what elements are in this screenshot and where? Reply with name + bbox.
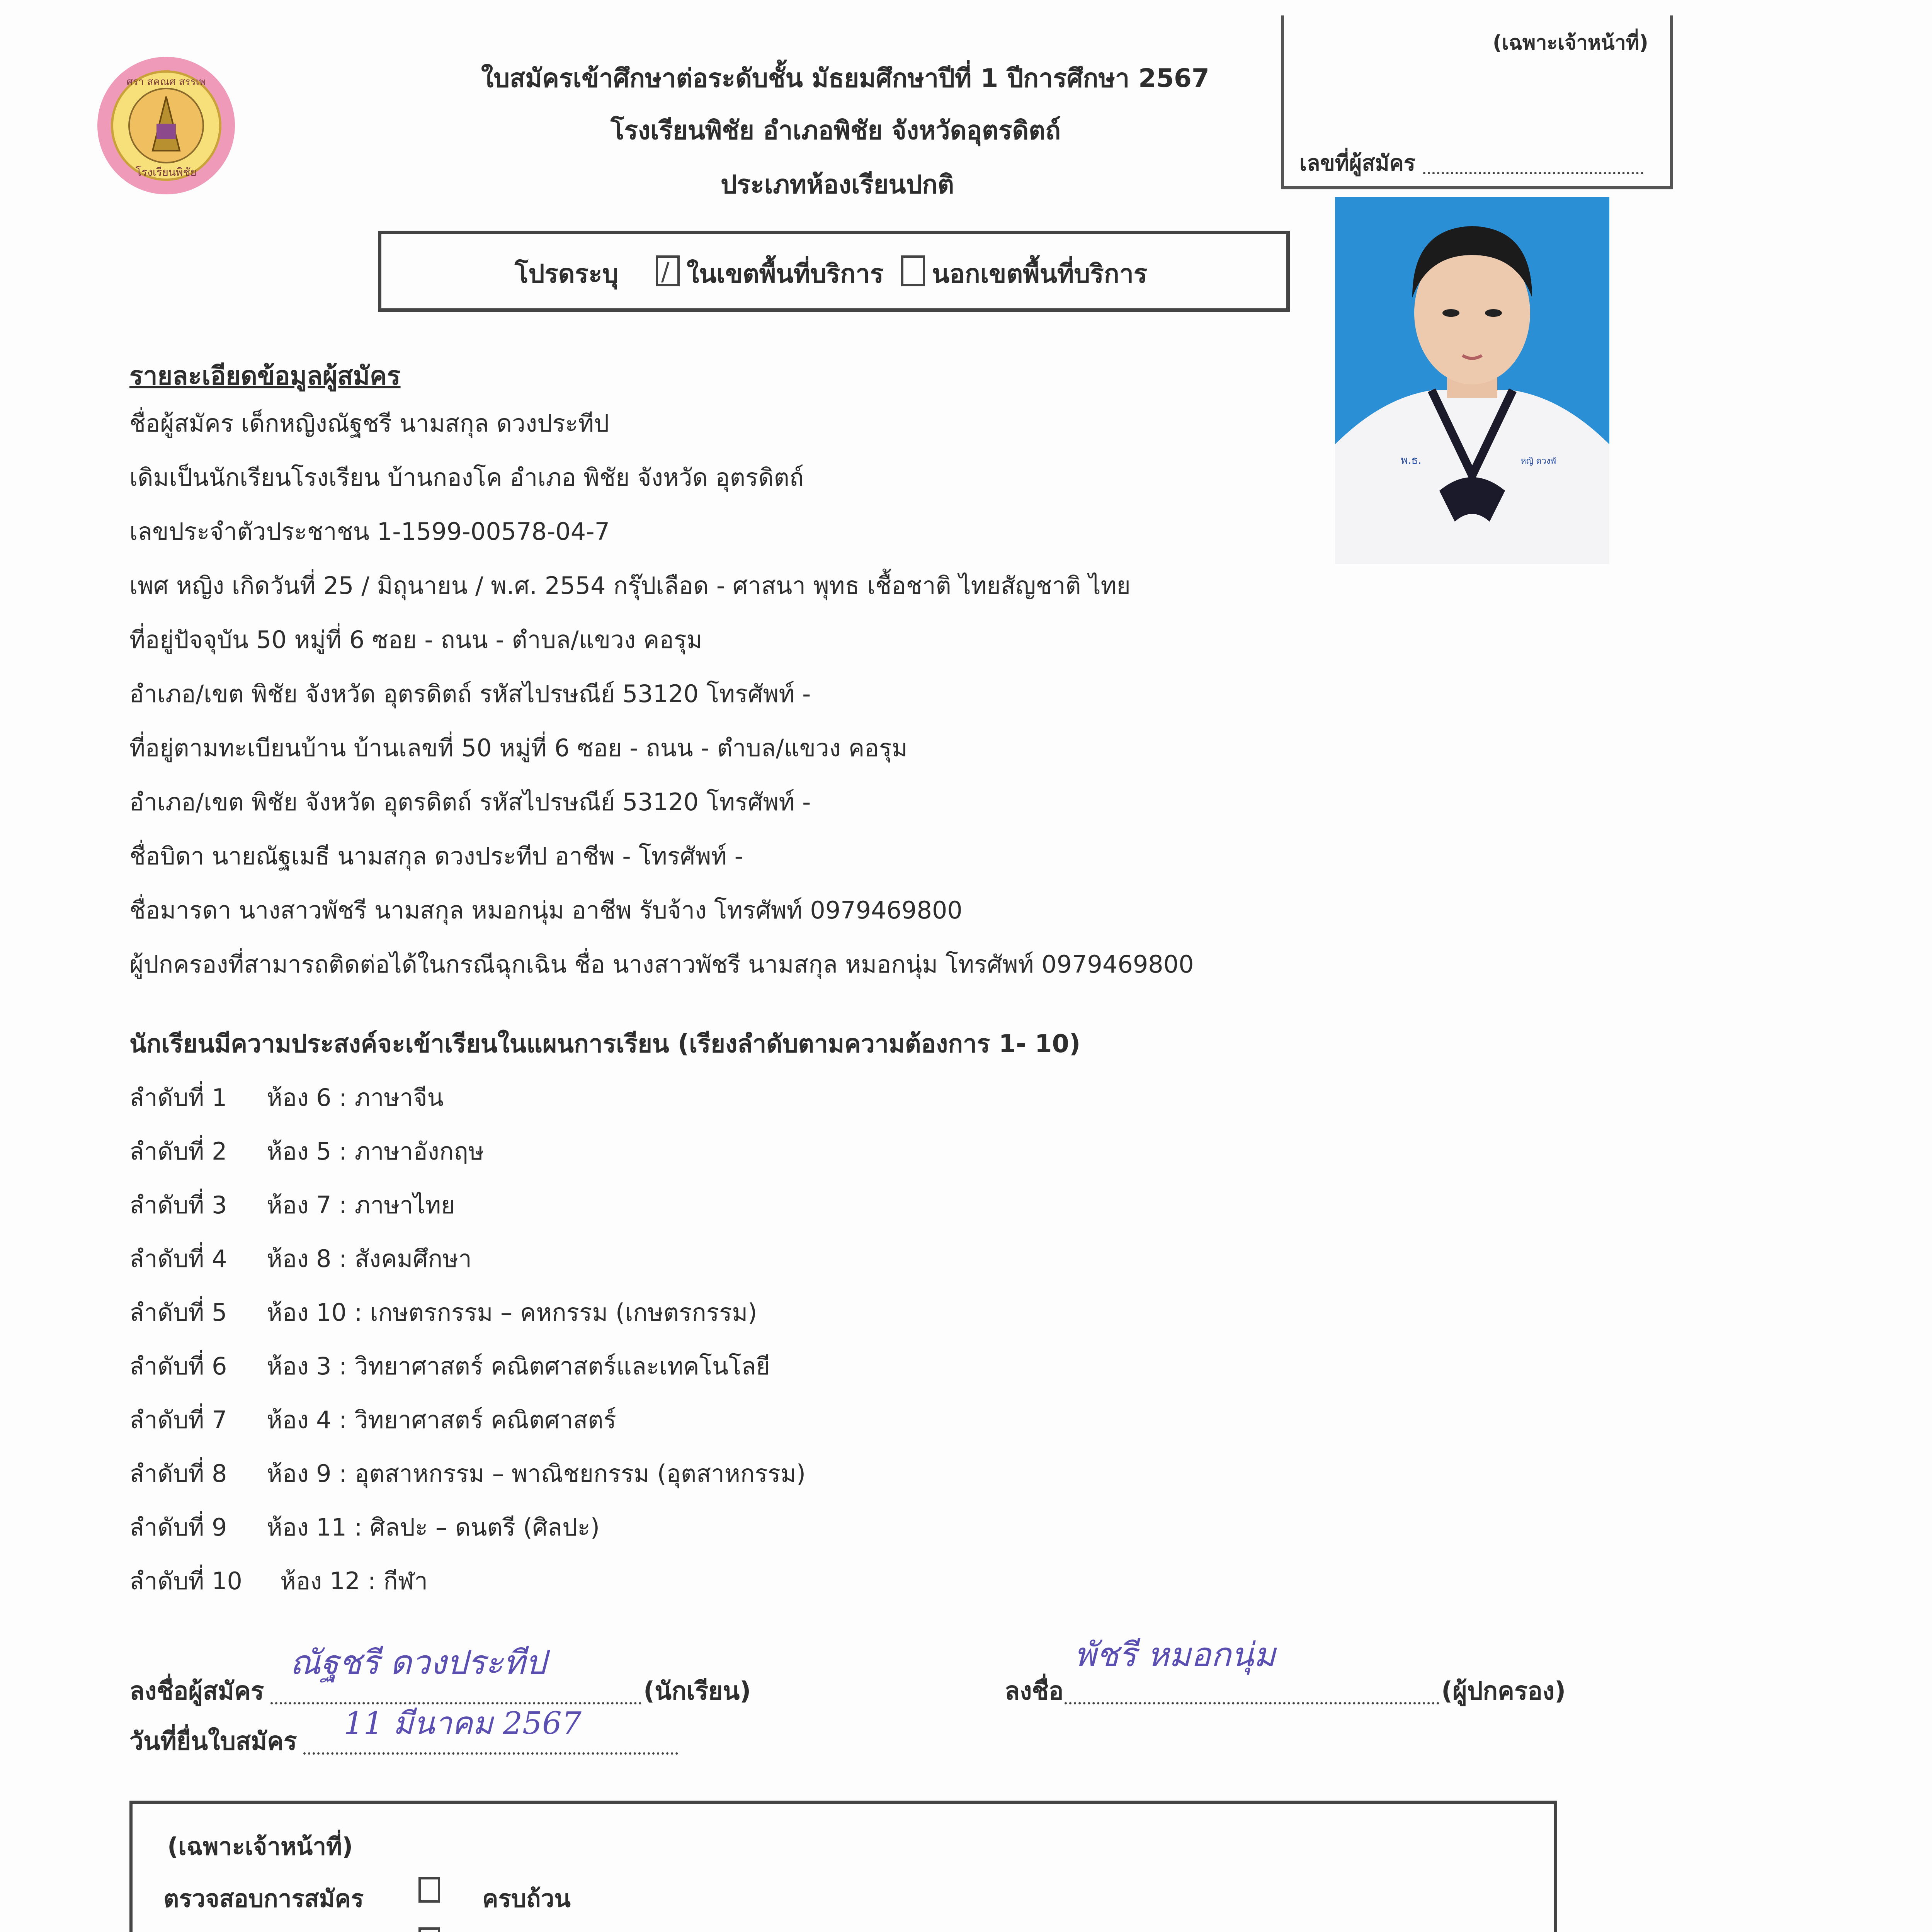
plan-room: ห้อง 8 : สังคมศึกษา bbox=[267, 1245, 472, 1273]
applicant-sign-suffix: (นักเรียน) bbox=[643, 1677, 751, 1706]
staff-box bbox=[129, 1801, 1557, 1932]
guardian-sign-line[interactable] bbox=[1065, 1702, 1439, 1704]
detail-line: ชื่อบิดา นายณัฐเมธี นามสกุล ดวงประทีป อาชีพ - โทรศัพท์ - bbox=[129, 842, 743, 870]
seal-bottom-text: โรงเรียนพิชัย bbox=[136, 166, 197, 179]
form-title-line3: ประเภทห้องเรียนปกติ bbox=[721, 170, 954, 199]
detail-line: ผู้ปกครองที่สามารถติดต่อได้ในกรณีฉุกเฉิน ชื่อ นางสาวพัชรี นามสกุล หมอกนุ่ม โทรศัพท์ 0979469800 bbox=[129, 950, 1194, 978]
detail-line: ชื่อมารดา นางสาวพัชรี นามสกุล หมอกนุ่ม อาชีพ รับจ้าง โทรศัพท์ 0979469800 bbox=[129, 896, 963, 924]
applicant-sign-label: ลงชื่อผู้สมัคร bbox=[129, 1677, 264, 1706]
out-area-checkbox[interactable] bbox=[901, 255, 925, 286]
plan-rank: ลำดับที่ 2 bbox=[129, 1137, 227, 1165]
detail-line: เดิมเป็นนักเรียนโรงเรียน บ้านกองโค อำเภอ พิชัย จังหวัด อุตรดิตถ์ bbox=[129, 463, 804, 492]
plan-rank: ลำดับที่ 6 bbox=[129, 1352, 227, 1380]
photo-badge-right: หญิ ดวงพั bbox=[1520, 456, 1556, 466]
plan-room: ห้อง 11 : ศิลปะ – ดนตรี (ศิลปะ) bbox=[267, 1513, 600, 1541]
photo-badge-left: พ.ธ. bbox=[1401, 454, 1422, 466]
plan-room: ห้อง 4 : วิทยาศาสตร์ คณิตศาสตร์ bbox=[267, 1406, 616, 1434]
complete-label: ครบถ้วน bbox=[482, 1884, 571, 1913]
plan-rank: ลำดับที่ 5 bbox=[129, 1298, 227, 1327]
plan-rank: ลำดับที่ 7 bbox=[129, 1406, 227, 1434]
detail-line: ที่อยู่ปัจจุบัน 50 หมู่ที่ 6 ซอย - ถนน - ตำบล/แขวง คอรุม bbox=[129, 626, 702, 654]
plan-rank: ลำดับที่ 9 bbox=[129, 1513, 227, 1541]
in-area-checkmark: / bbox=[661, 258, 670, 286]
plan-room: ห้อง 10 : เกษตรกรรม – คหกรรม (เกษตรกรรม) bbox=[267, 1298, 757, 1327]
plan-room: ห้อง 5 : ภาษาอังกฤษ bbox=[267, 1137, 484, 1165]
in-area-label: ในเขตพื้นที่บริการ bbox=[687, 259, 884, 289]
detail-line: เลขประจำตัวประชาชน 1-1599-00578-04-7 bbox=[129, 517, 610, 546]
staff-box-title: (เฉพาะเจ้าหน้าที่) bbox=[167, 1832, 353, 1861]
plan-rank: ลำดับที่ 1 bbox=[129, 1083, 227, 1112]
officer-box-title: (เฉพาะเจ้าหน้าที่) bbox=[1493, 31, 1648, 54]
form-title-line1: ใบสมัครเข้าศึกษาต่อระดับชั้น มัธยมศึกษาปีที่ 1 ปีการศึกษา 2567 bbox=[481, 63, 1209, 93]
applicant-photo bbox=[1335, 197, 1609, 564]
guardian-signature-handwriting: พัชรี หมอกนุ่ม bbox=[1074, 1636, 1276, 1674]
area-select-prompt: โปรดระบุ bbox=[515, 259, 619, 289]
seal-top-text: ศรา สคณศ สรรเพ bbox=[126, 76, 206, 88]
incomplete-checkbox[interactable] bbox=[418, 1927, 440, 1932]
detail-line: อำเภอ/เขต พิชัย จังหวัด อุตรดิตถ์ รหัสไปรษณีย์ 53120 โทรศัพท์ - bbox=[129, 788, 811, 816]
in-area-checkbox[interactable] bbox=[656, 255, 680, 286]
plan-room: ห้อง 9 : อุตสาหกรรม – พาณิชยกรรม (อุตสาหกรรม) bbox=[267, 1459, 806, 1488]
school-seal bbox=[95, 54, 238, 197]
applicant-signature-handwriting: ณัฐชรี ดวงประทีป bbox=[290, 1643, 546, 1682]
plan-rank: ลำดับที่ 8 bbox=[129, 1459, 227, 1488]
plan-room: ห้อง 6 : ภาษาจีน bbox=[267, 1083, 444, 1112]
plan-rank: ลำดับที่ 3 bbox=[129, 1191, 227, 1219]
guardian-sign-suffix: (ผู้ปกครอง) bbox=[1441, 1677, 1566, 1706]
date-handwriting: 11 มีนาคม 2567 bbox=[344, 1705, 582, 1741]
plan-room: ห้อง 12 : กีฬา bbox=[280, 1567, 428, 1595]
officer-box bbox=[1281, 15, 1673, 189]
complete-checkbox[interactable] bbox=[418, 1877, 440, 1903]
date-label: วันที่ยื่นใบสมัคร bbox=[129, 1727, 297, 1756]
plan-room: ห้อง 7 : ภาษาไทย bbox=[267, 1191, 455, 1219]
guardian-sign-label: ลงชื่อ bbox=[1005, 1677, 1064, 1706]
plan-rank: ลำดับที่ 4 bbox=[129, 1245, 227, 1273]
detail-line: ชื่อผู้สมัคร เด็กหญิงณัฐชรี นามสกุล ดวงประทีป bbox=[129, 409, 609, 437]
area-select-box bbox=[378, 231, 1290, 312]
details-heading: รายละเอียดข้อมูลผู้สมัคร bbox=[129, 361, 401, 391]
applicant-no-field[interactable] bbox=[1423, 172, 1643, 174]
form-title-line2: โรงเรียนพิชัย อำเภอพิชัย จังหวัดอุตรดิตถ์ bbox=[611, 116, 1061, 145]
detail-line: อำเภอ/เขต พิชัย จังหวัด อุตรดิตถ์ รหัสไปรษณีย์ 53120 โทรศัพท์ - bbox=[129, 680, 811, 708]
applicant-sign-line[interactable] bbox=[270, 1702, 641, 1704]
date-line[interactable] bbox=[303, 1752, 678, 1755]
plan-room: ห้อง 3 : วิทยาศาสตร์ คณิตศาสตร์และเทคโนโลยี bbox=[267, 1352, 770, 1380]
detail-line: เพศ หญิง เกิดวันที่ 25 / มิถุนายน / พ.ศ. 2554 กรุ๊ปเลือด - ศาสนา พุทธ เชื้อชาติ ไทยสัญชาติ ไทย bbox=[129, 571, 1131, 600]
check-label: ตรวจสอบการสมัคร bbox=[163, 1884, 364, 1913]
plan-rank: ลำดับที่ 10 bbox=[129, 1567, 242, 1595]
out-area-label: นอกเขตพื้นที่บริการ bbox=[932, 259, 1148, 289]
applicant-no-label: เลขที่ผู้สมัคร bbox=[1299, 151, 1416, 176]
plan-heading: นักเรียนมีความประสงค์จะเข้าเรียนในแผนการเรียน (เรียงลำดับตามความต้องการ 1- 10) bbox=[129, 1030, 1081, 1058]
detail-line: ที่อยู่ตามทะเบียนบ้าน บ้านเลขที่ 50 หมู่ที่ 6 ซอย - ถนน - ตำบล/แขวง คอรุม bbox=[129, 734, 908, 762]
